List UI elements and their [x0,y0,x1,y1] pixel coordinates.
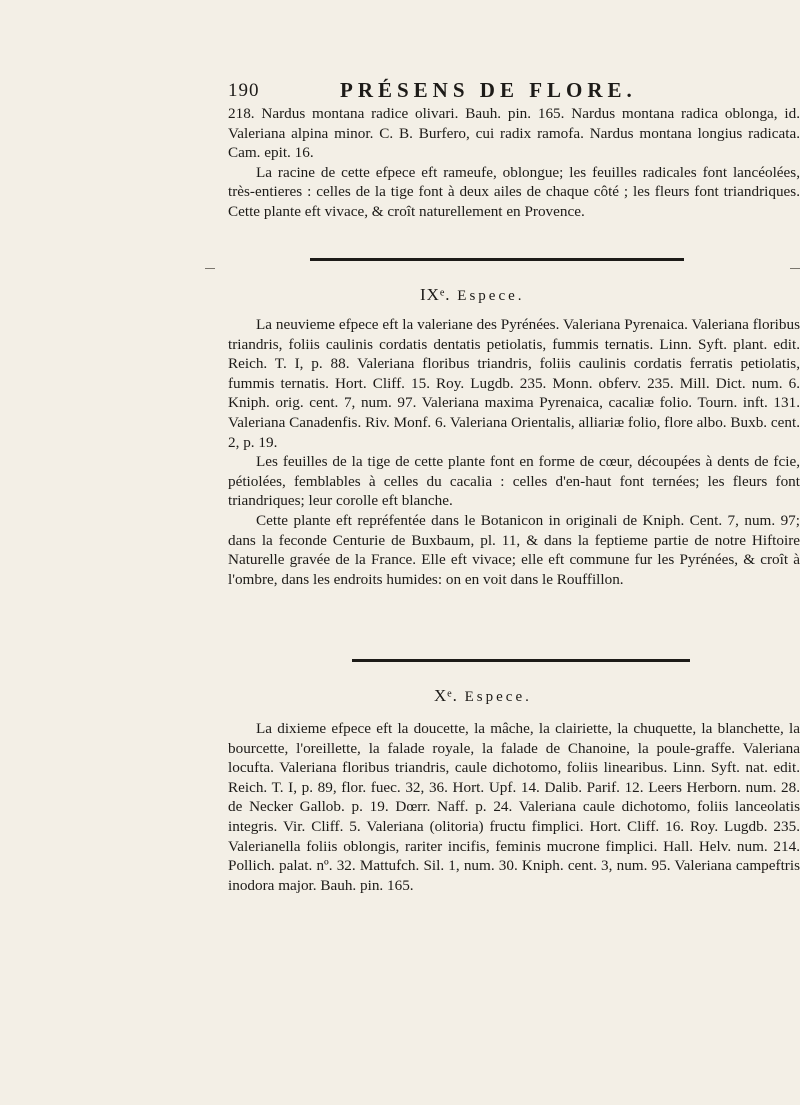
species-218-references: 218. Nardus montana radice olivari. Bauh. pin. 165. Nardus montana radica oblonga, id. Valeriana alpina minor. C. B. Burfero, cui radix ramofa. Nardus montana longius radicata. Cam. epit. 16. [228,105,800,162]
section-word: Espece. [464,689,532,705]
section-ix-paragraph-1: La neuvieme efpece eft la valeriane des Pyrénées. Valeriana Pyrenaica. Valeriana floribus triandris, foliis caulinis cordatis dentatis petiolatis, fummis ternatis. Linn. Syft. plant. edit. Reich. T. I, p. 88. Valeriana floribus triandris, foliis caulinis cordatis ferratis petiolatis, fummis ternatis. Hort. Cliff. 15. Roy. Lugdb. 235. Monn. obferv. 235. Mill. Dict. num. 6. Kniph. orig. cent. 7, num. 97. Valeriana maxima Pyrenaica, cacaliæ folio. Tourn. inft. 131. Valeriana Canadenfis. Riv. Monf. 6. Valeriana Orientalis, alliariæ folio, flore albo. Buxb. cent. 2, p. 19. [228,316,800,451]
section-ix-paragraph-2: Les feuilles de la tige de cette plante font en forme de cœur, découpées à dents de fcie, pétiolées, femblables à celles du cacalia : celles d'en-haut font ternées; les fleurs font triandriques; leur corolle eft blanche. [228,453,800,510]
species-218-description: La racine de cette efpece eft rameufe, oblongue; les feuilles radicales font lancéolées, très-entieres : celles de la tige font à deux ailes de chaque côté ; les fleurs font triandriques. Cette plante eft vivace, & croît naturellement en Provence. [228,163,800,220]
section-word: Espece. [457,288,525,304]
section-number: Xᵉ. [434,686,458,705]
lead-text-block [228,104,800,222]
section-divider-rule [352,659,690,662]
section-divider-rule [310,258,684,261]
section-heading-x [434,686,532,706]
page-number: 190 [228,80,260,101]
section-ix-paragraph-3: Cette plante eft repréfentée dans le Botanicon in originali de Kniph. Cent. 7, num. 97; dans la feconde Centurie de Buxbaum, pl. 11, & dans la feptieme partie de notre Hiftoire Naturelle gravée de la France. Elle eft vivace; elle eft commune fur les Pyrénées, & croît à l'ombre, dans les endroits humides: on en voit dans le Rouffillon. [228,511,800,588]
section-ix-text [228,315,800,589]
running-title: PRÉSENS DE FLORE. [340,78,637,102]
margin-mark [205,268,215,269]
margin-mark [790,268,800,269]
section-x-paragraph-1: La dixieme efpece eft la doucette, la mâche, la clairiette, la chuquette, la blanchette, la bourcette, l'oreillette, la falade royale, la falade de Chanoine, la poule-graffe. Valeriana locufta. Valeriana floribus triandris, caule dichotomo, foliis linearibus. Linn. Syft. nat. edit. Reich. T. I, p. 89, flor. fuec. 32, 36. Hort. Upf. 14. Dalib. Parif. 12. Leers Herborn. num. 28. de Necker Gallob. p. 19. Dœrr. Naff. p. 24. Valeriana caule dichotomo, foliis lanceolatis integris. Vir. Cliff. 5. Valeriana (olitoria) fructu fimplici. Hort. Cliff. 16. Roy. Lugdb. 235. Valerianella foliis oblongis, rariter incifis, feminis mucrone fimplici. Hall. Helv. num. 214. Pollich. palat. nº. 32. Mattufch. Sil. 1, num. 30. Kniph. cent. 3, num. 95. Valeriana campeftris inodora major. Bauh. pin. 165. [228,720,800,894]
section-number: IXᵉ. [420,285,451,304]
section-heading-ix [420,285,525,305]
section-x-text [228,719,800,895]
